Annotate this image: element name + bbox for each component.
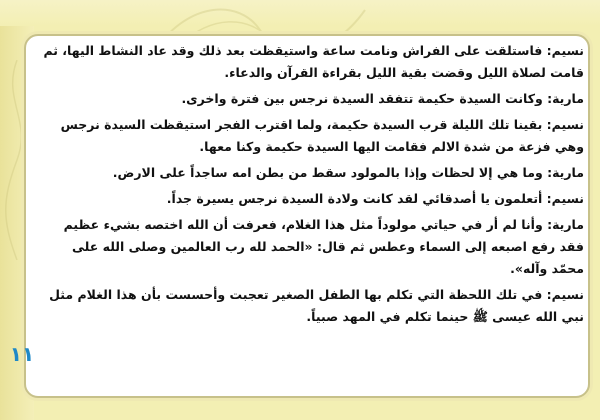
paragraph: نسيم: بقينا تلك الليلة قرب السيدة حكيمة، ولما اقترب الفجر استيقظت السيدة نرجس وهي فزعة من شدة الالم فقامت اليها السيدة حكيمة وكنا معها. (60, 117, 584, 154)
paragraph: مارية: وكانت السيدة حكيمة تتفقد السيدة نرجس بين فترة واخرى. (181, 91, 584, 106)
paragraph: نسيم: أتعلمون يا أصدقائي لقد كانت ولادة السيدة نرجس يسيرة جداً. (166, 191, 584, 206)
paragraph: نسيم: في تلك اللحظة التي تكلم بها الطفل الصغير تعجبت وأحسست بأن هذا الغلام مثل نبي الله عيسى ﷺ حينما تكلم في المهد صبياً. (49, 287, 584, 324)
paragraph: مارية: وما هي إلا لحظات وإذا بالمولود سقط من بطن امه ساجداً على الارض. (112, 165, 584, 180)
story-text (36, 40, 584, 332)
page-number: ١١ (9, 342, 35, 366)
paragraph: مارية: وأنا لم أر في حياتي مولوداً مثل هذا الغلام، فعرفت أن الله اختصه بشيء عظيم فقد رفع اصبعه إلى السماء وعطس ثم قال: «الحمد لله رب العالمين وصلى الله على محمّد وآله». (63, 217, 584, 276)
paragraph: نسيم: فاستلقت على الفراش ونامت ساعة واستيقظت بعد ذلك وقد عاد النشاط اليها، ثم قامت لصلاة الليل وقضت بقية الليل بقراءة القرآن والدعاء. (43, 43, 584, 80)
